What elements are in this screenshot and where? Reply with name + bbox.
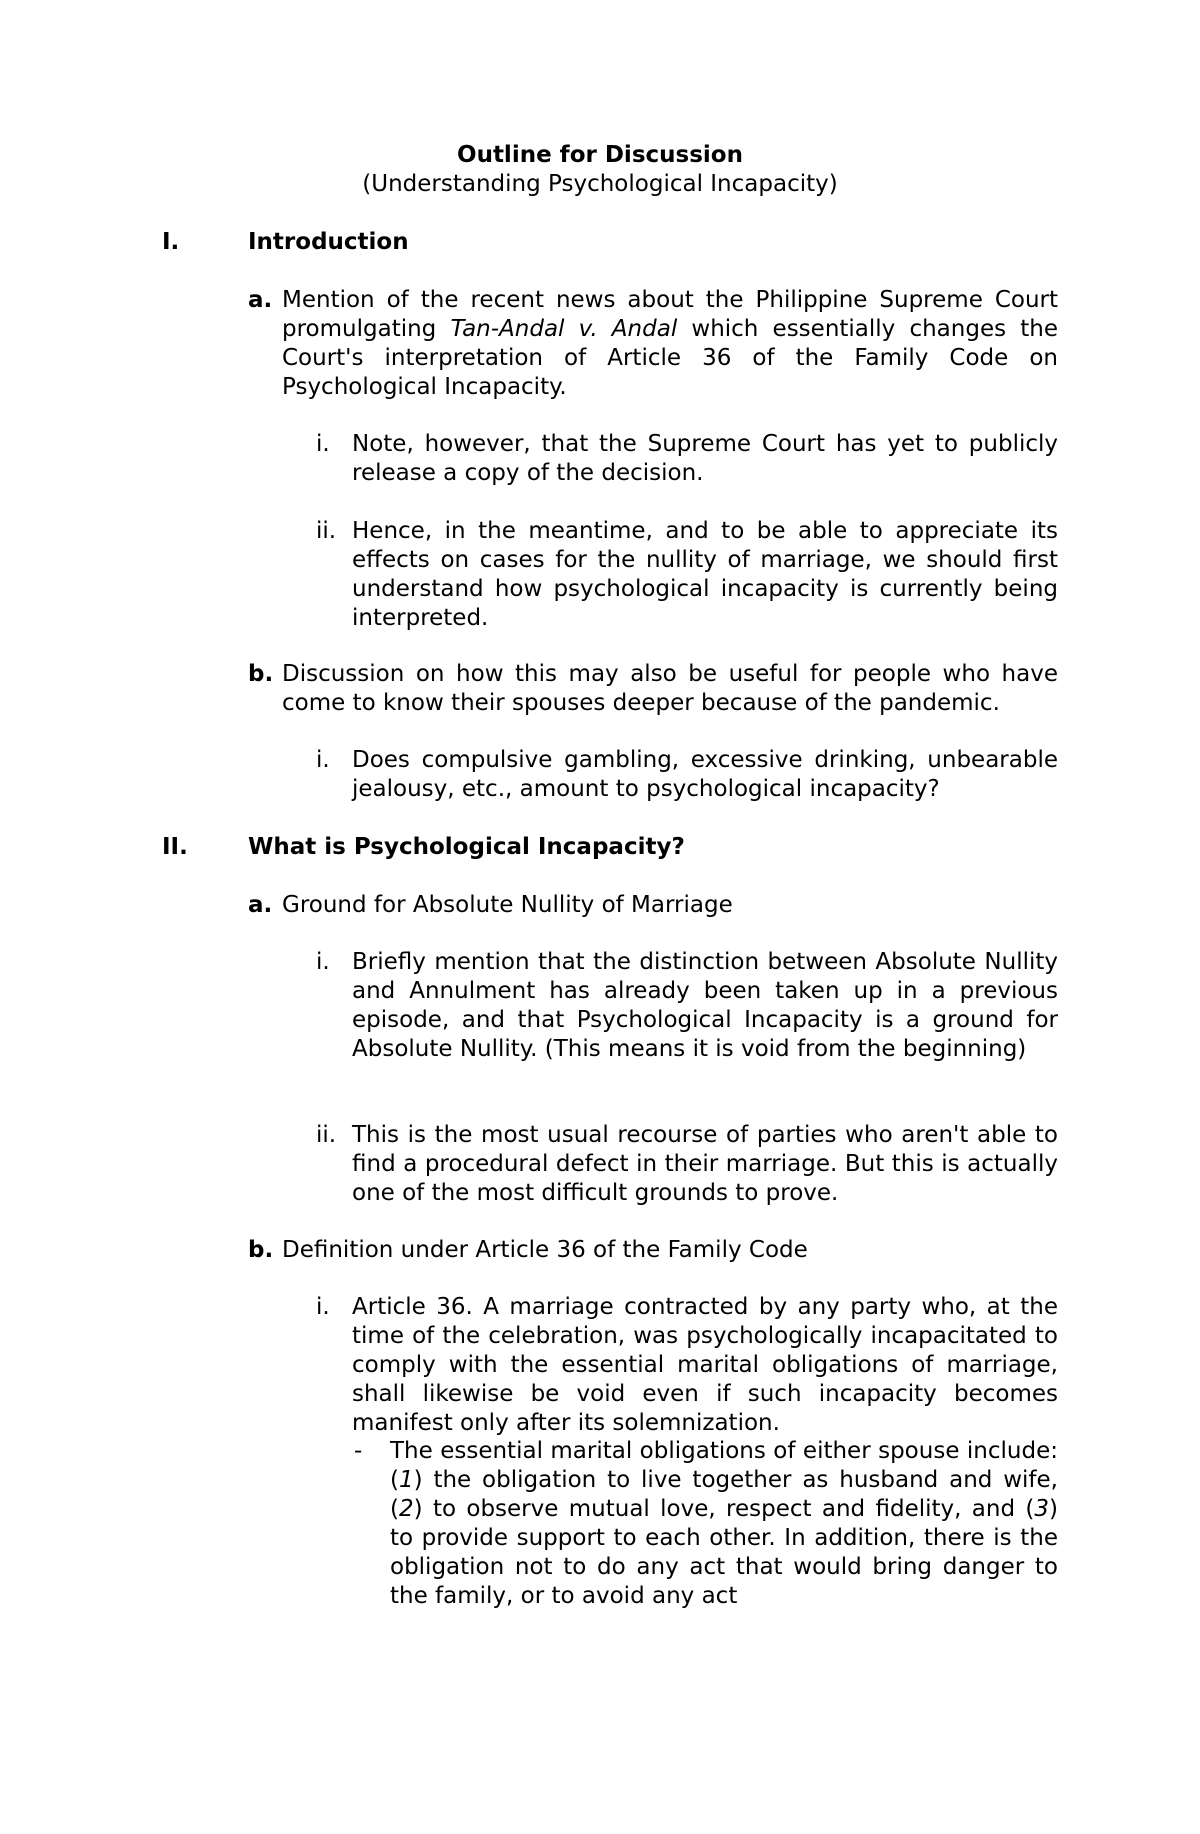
outline-item-iib: [248, 1236, 1058, 1265]
outline-item-ia: [248, 286, 1058, 402]
subitem-label: i.: [316, 1294, 330, 1320]
outline-item-ib: [248, 660, 1058, 718]
item-text: Mention of the recent news about the Philippine Supreme Court promulgating Tan-Andal v. Andal which essentially changes the Court's interpretation of Article 36 of the Family Code on Psychological Incapacity.: [282, 287, 1058, 400]
subitem-text: Hence, in the meantime, and to be able to appreciate its effects on cases for the nullity of marriage, we should first understand how psychological incapacity is currently being interpreted.: [352, 518, 1058, 631]
subitem-label: i.: [316, 949, 330, 975]
outline-subitem-iaii: [316, 517, 1058, 633]
subitem-label: ii.: [316, 518, 337, 544]
dash-mark: -: [354, 1438, 363, 1464]
item-text: Discussion on how this may also be useful for people who have come to know their spouses deeper because of the pandemic.: [282, 661, 1058, 716]
section-heading-text: Introduction: [248, 229, 409, 255]
outline-subitem-ibi: [316, 746, 1058, 804]
subitem-text: Briefly mention that the distinction between Absolute Nullity and Annulment has already been taken up in a previous episode, and that Psychological Incapacity is a ground for Absolute Nullity. (This means it is void from the beginning): [352, 949, 1058, 1062]
document-title: Outline for Discussion: [457, 142, 743, 168]
outline-subitem-iai: [316, 430, 1058, 488]
subitem-label: i.: [316, 431, 330, 457]
section-heading-text: What is Psychological Incapacity?: [248, 834, 685, 860]
case-name: Tan-Andal v. Andal: [450, 316, 678, 342]
item-label: a.: [248, 287, 273, 313]
document-subtitle: (Understanding Psychological Incapacity): [362, 171, 838, 197]
outline-subitem-iiaii: [316, 1121, 1058, 1208]
outline-subitem-iiai: [316, 948, 1058, 1064]
dash-text: The essential marital obligations of either spouse include: (1) the obligation to live together as husband and wife, (2) to observe mutual love, respect and fidelity, and (3) to provide support to each other. In addition, there is the obligation not to do any act that would bring danger to the family, or to avoid any act: [390, 1438, 1058, 1609]
subitem-text: Note, however, that the Supreme Court has yet to publicly release a copy of the decision.: [352, 431, 1058, 486]
item-label: b.: [248, 661, 274, 687]
item-label: b.: [248, 1237, 274, 1263]
subitem-text: This is the most usual recourse of parties who aren't able to find a procedural defect in their marriage. But this is actually one of the most difficult grounds to prove.: [352, 1122, 1058, 1206]
outline-item-iia: [248, 891, 1058, 920]
subitem-text: Does compulsive gambling, excessive drinking, unbearable jealousy, etc., amount to psychological incapacity?: [352, 747, 1058, 802]
subitem-label: i.: [316, 747, 330, 773]
dash-note-marital-obligations: [354, 1437, 1058, 1611]
subitem-text: Article 36. A marriage contracted by any party who, at the time of the celebration, was psychologically incapacitated to comply with the essential marital obligations of marriage, shall likewise be void even if such incapacity becomes manifest only after its solemnization.: [352, 1294, 1058, 1436]
subitem-label: ii.: [316, 1122, 337, 1148]
item-text: Definition under Article 36 of the Family Code: [282, 1237, 808, 1263]
item-label: a.: [248, 892, 273, 918]
section-numeral: I.: [162, 229, 180, 255]
section-numeral: II.: [162, 834, 188, 860]
item-text: Ground for Absolute Nullity of Marriage: [282, 892, 733, 918]
outline-subitem-iibi: [316, 1293, 1058, 1438]
